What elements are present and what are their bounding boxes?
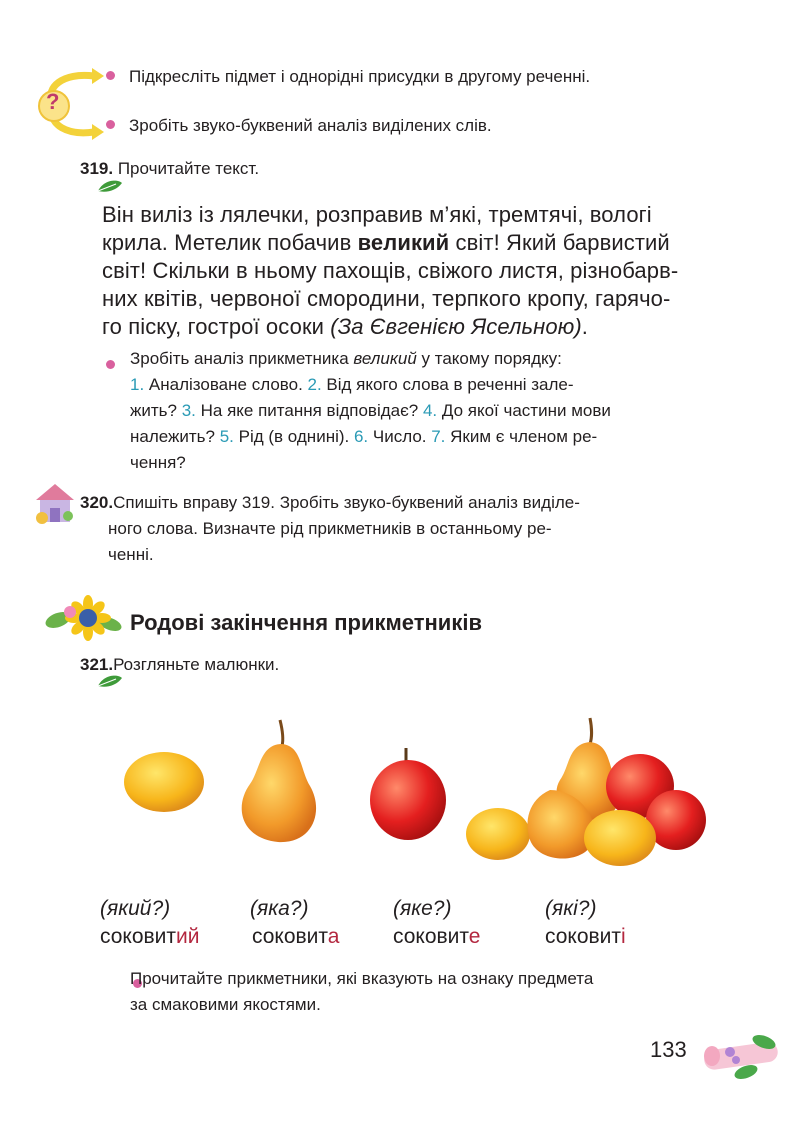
section-title: Родові закінчення прикметників [130, 610, 482, 635]
adj-word-3: соковите [393, 925, 481, 948]
ex319-header: 319. Прочитайте текст. [80, 159, 260, 178]
adj-question-1: (який?) [100, 897, 171, 920]
leaf-icon [96, 179, 124, 193]
ex320: 320.Спишіть вправу 319. Зробіть звуко-буквений аналіз виділе- ного слова. Визначте рід прикметників в останньому ре- ченні. [80, 493, 580, 564]
page-number: 133 [650, 1037, 687, 1062]
adj-word-1: соковитий [100, 925, 200, 948]
apple-image [370, 748, 446, 840]
top-task-1: Підкресліть підмет і однорідні присудки в другому реченні. [106, 64, 590, 90]
ex319-text: Він виліз із лялечки, розправив м’які, тремтячі, вологі крила. Метелик побачив великий світ! Який барвистий світ! Скільки в ньому пахощів, свіжого листя, різнобарв- них квітів, червоної смородини, терпкого кропу, гарячо- го піску, гострої осоки (За Євгенією Ясельною). [102, 202, 679, 339]
final-task: Прочитайте прикметники, які вказують на ознаку предмета за смаковими якостями. [130, 969, 594, 1014]
question-arrows-icon [32, 66, 104, 142]
ex319-task: Зробіть аналіз прикметника великий у такому порядку: 1. Аналізоване слово. 2. Від якого слова в реченні зале- жить? 3. На яке питання відповідає? 4. До якої частини мови належить? 5. Рід (в однині). 6. Число. 7. Яким є членом ре- чення? [130, 349, 611, 472]
house-icon [32, 480, 78, 526]
bullet-icon [106, 360, 115, 369]
top-task-2: Зробіть звуко-буквений аналіз виділених слів. [106, 113, 492, 139]
ex321-header: 321.Розгляньте малюнки. [80, 655, 280, 674]
adj-word-4: соковиті [545, 925, 626, 948]
adj-question-4: (які?) [545, 897, 597, 920]
leaf-icon [96, 674, 124, 688]
bullet-icon [106, 120, 115, 129]
adj-question-2: (яка?) [250, 897, 309, 920]
adj-question-3: (яке?) [393, 897, 452, 920]
bullet-icon [106, 71, 115, 80]
fruit-group-image [466, 718, 706, 866]
fruits-illustration [110, 710, 710, 870]
lemon-image [124, 752, 204, 812]
sunflower-icon [44, 594, 122, 642]
pear-image [242, 720, 316, 842]
scroll-decoration-icon [690, 1030, 790, 1082]
question-mark: ? [46, 89, 60, 114]
adj-word-2: соковита [252, 925, 340, 948]
